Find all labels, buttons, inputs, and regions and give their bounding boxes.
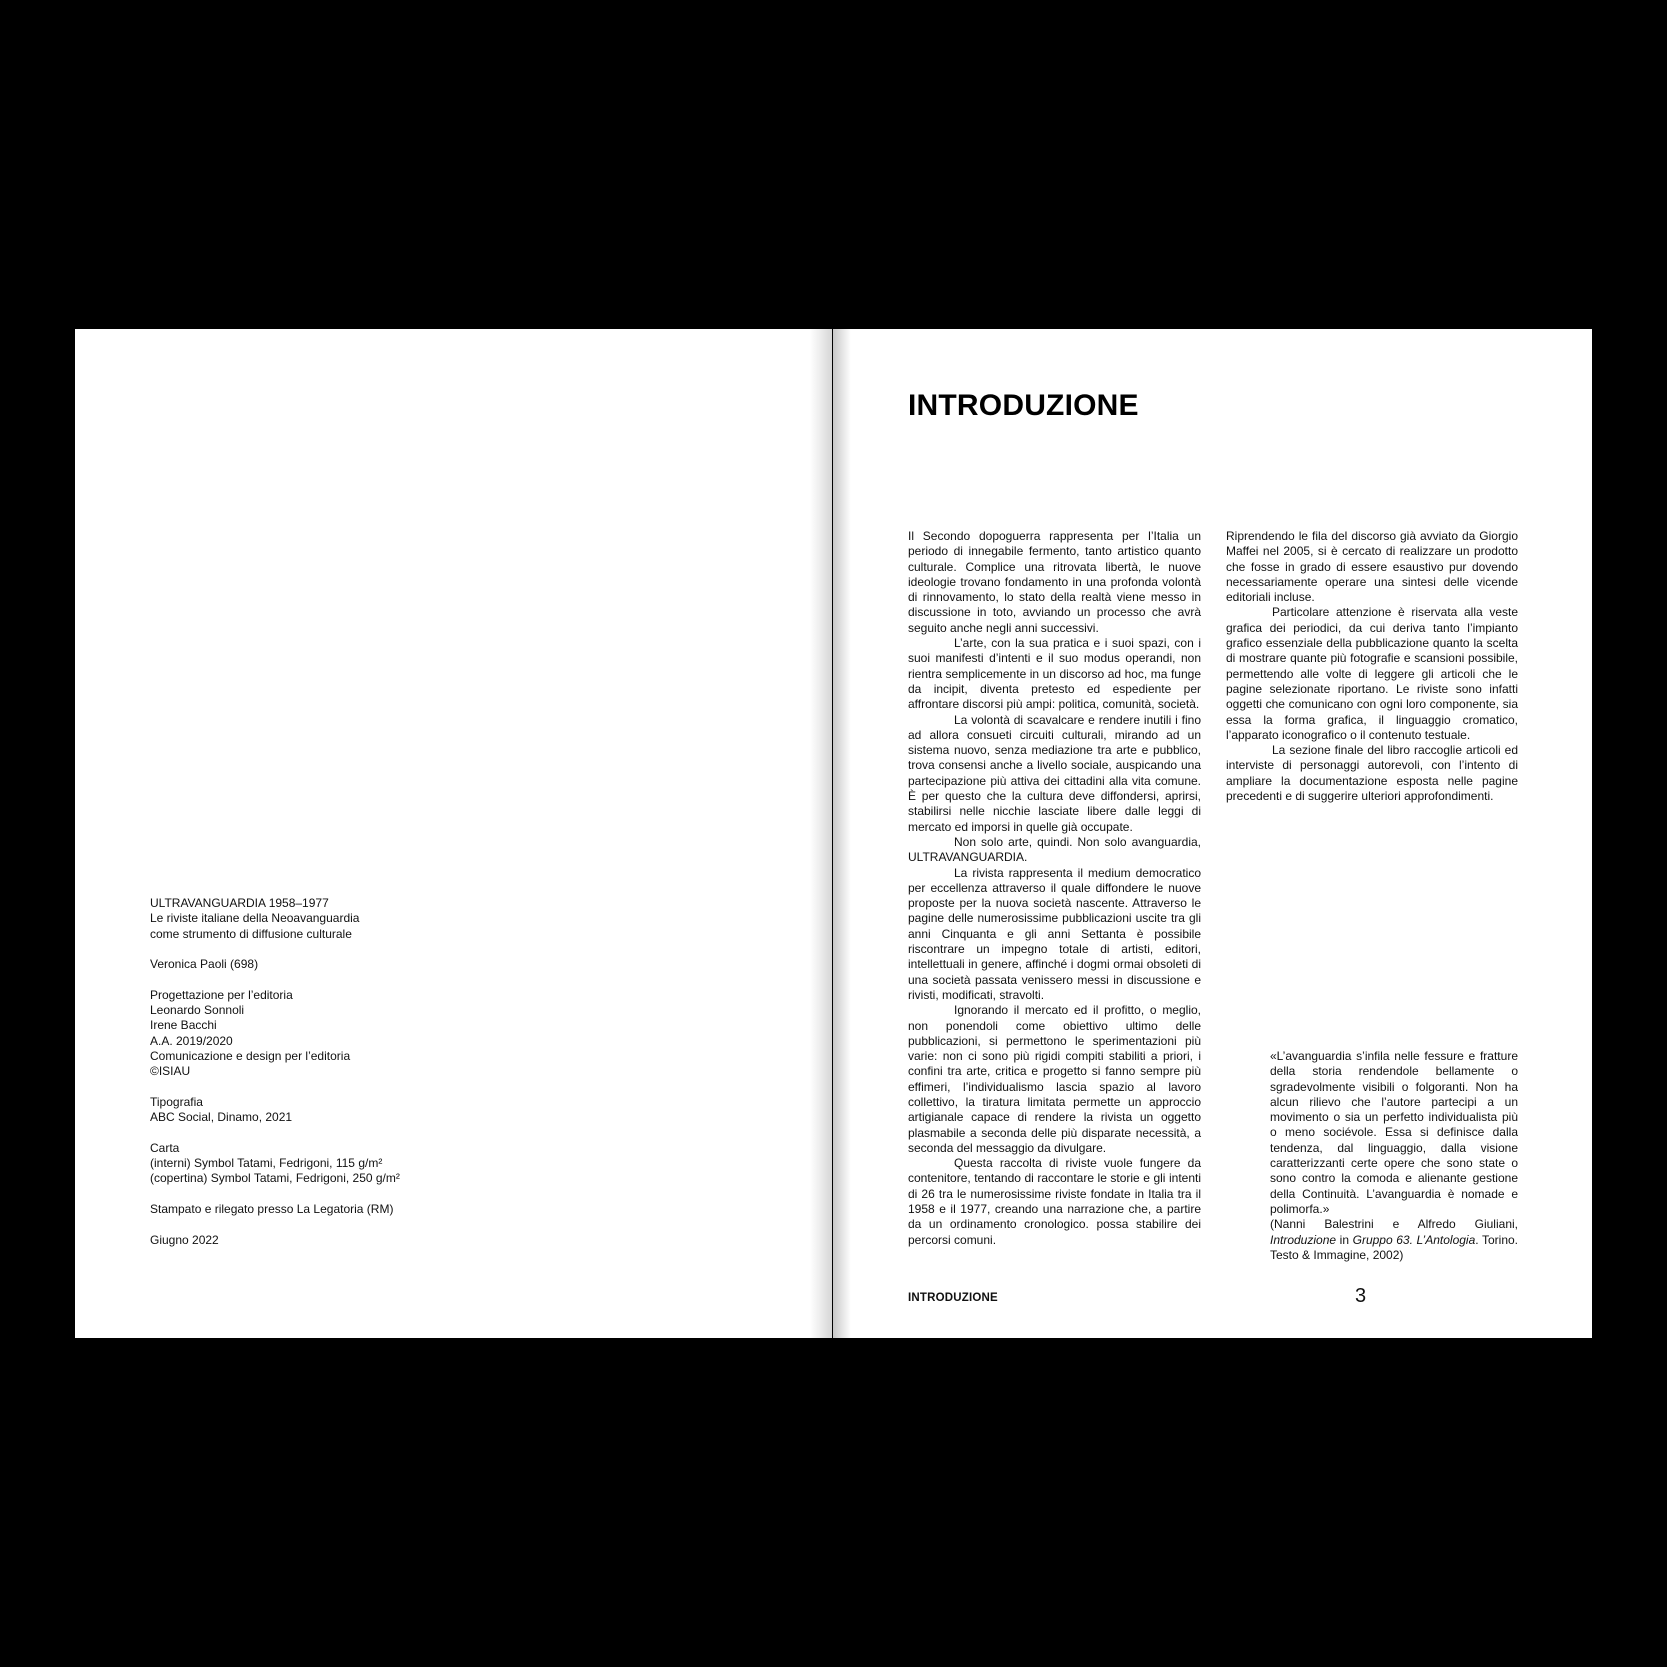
body-paragraph: Particolare attenzione è riservata alla veste grafica dei periodici, da cui deriva tanto l’impianto grafico essenziale della pubblicazione quanto la scelta di mostrare quante più fotografie e scansioni possibile, permettendo alle volte di leggere gli articoli che le pagine selezionate riportano. Le riviste sono infatti oggetti che comunicano con ogni loro componente, sia essa la forma grafica, il linguaggio cromatico, l’apparato iconografico o il contenuto testuale.	[1226, 605, 1518, 742]
body-paragraph: Non solo arte, quindi. Non solo avanguardia, ULTRAVANGUARDIA.	[908, 834, 1201, 865]
epigraph-quote	[1270, 1049, 1518, 1263]
colophon-line: come strumento di diffusione culturale	[150, 926, 352, 941]
citation-publisher: . Torino. Testo & Immagine, 2002)	[1270, 1232, 1519, 1262]
citation-authors: (Nanni Balestrini e Alfredo Giuliani,	[1270, 1217, 1518, 1232]
page-title: INTRODUZIONE	[908, 389, 1139, 422]
body-column-left	[908, 529, 1201, 1248]
colophon-line: Carta	[150, 1140, 180, 1155]
colophon-line: Giugno 2022	[150, 1232, 219, 1247]
page-number: 3	[1355, 1285, 1367, 1307]
book-spread	[75, 329, 1592, 1338]
body-paragraph: La sezione finale del libro raccoglie articoli ed interviste di personaggi autorevoli, con l’intento di ampliare la documentazione esposta nelle pagine precedenti e di suggerire ulteriori approfondimenti.	[1226, 743, 1518, 804]
gutter-shadow	[833, 329, 851, 1338]
colophon-gap	[150, 1125, 490, 1140]
colophon-gap	[150, 1080, 490, 1095]
body-paragraph: Ignorando il mercato ed il profitto, o meglio, non ponendoli come obiettivo ultimo delle pubblicazioni, si permettono le sperimentazioni più varie: non ci sono più rigidi compiti stabiliti a priori, i confini tra arte, critica e progetto si fanno sempre più effimeri, l’individualismo lascia spazio al lavoro collettivo, la tiratura limitata permette un approccio artigianale capace di rendere la rivista un oggetto plasmabile a seconda delle più disparate necessità, a seconda del messaggio da divulgare.	[908, 1003, 1201, 1155]
colophon-line: Veronica Paoli (698)	[150, 957, 259, 972]
colophon-line: Progettazione per l’editoria	[150, 987, 293, 1002]
colophon-line: ULTRAVANGUARDIA 1958–1977	[150, 896, 329, 910]
colophon-line: A.A. 2019/2020	[150, 1033, 233, 1048]
colophon-line: Leonardo Sonnoli	[150, 1003, 245, 1018]
left-page	[75, 329, 832, 1338]
colophon-gap	[150, 1187, 490, 1202]
colophon-line: Comunicazione e design per l’editoria	[150, 1048, 351, 1063]
colophon-line: (copertina) Symbol Tatami, Fedrigoni, 250 g/m²	[150, 1171, 400, 1186]
colophon-gap	[150, 942, 490, 957]
body-paragraph: L’arte, con la sua pratica e i suoi spazi, con i suoi manifesti d’intenti e il suo modus operandi, non rientra semplicemente in un discorso ad hoc, ma funge da incipit, diventa pretesto ed espediente per affrontare discorsi più ampi: politica, comunità, società.	[908, 636, 1201, 712]
right-page	[833, 329, 1592, 1338]
body-paragraph: Questa raccolta di riviste vuole fungere da contenitore, tentando di raccontare le storie e gli intenti di 26 tra le numerosissime riviste fondate in Italia tra il 1958 e il 1977, creando una narrazione che, a partire da un ordinamento cronologico. possa stabilire dei percorsi comuni.	[908, 1156, 1201, 1247]
quote-citation	[1270, 1217, 1518, 1263]
body-paragraph: La volontà di scavalcare e rendere inutili i fino ad allora consueti circuiti culturali, mirando ad un sistema nuovo, senza mediazione tra arte e pubblico, trova consensi anche a livello sociale, auspicando una partecipazione più attiva dei cittadini alla vita comune. È per questo che la cultura deve diffondersi, aprirsi, stabilirsi nelle nicchie lasciate libere dalle leggi di mercato ed imporsi in quelle già occupate.	[908, 712, 1201, 834]
colophon-line: ©ISIAU	[150, 1064, 191, 1079]
citation-title: Introduzione	[1270, 1232, 1337, 1247]
colophon-line: ABC Social, Dinamo, 2021	[150, 1110, 293, 1125]
colophon-gap	[150, 972, 490, 987]
colophon-line: Irene Bacchi	[150, 1018, 217, 1033]
colophon-line: Le riviste italiane della Neoavanguardia	[150, 911, 360, 926]
body-paragraph: Il Secondo dopoguerra rappresenta per l’Italia un periodo di innegabile fermento, tanto artistico quanto culturale. Complice una ritrovata libertà, le nuove ideologie trovano fondamento in una profonda volontà di rinnovamento, lo stato della realtà viene messo in discussione in toto, avviando un processo che avrà seguito anche negli anni successivi.	[908, 529, 1201, 635]
body-paragraph: La rivista rappresenta il medium democratico per eccellenza attraverso il quale diffondere le nuove proposte per la nuova società nascente. Attraverso le pagine delle numerosissime pubblicazioni uscite tra gli anni Cinquanta e gli anni Settanta è possibile riscontrare un impegno totale di artisti, editori, intellettuali in genere, affinché i dogmi ormai obsoleti di una società passata venissero messi in discussione e rivisti, modificati, stravolti.	[908, 865, 1201, 1002]
citation-connector: in	[1336, 1232, 1353, 1247]
body-column-right	[1226, 529, 1518, 804]
colophon-line: Tipografia	[150, 1094, 203, 1109]
body-paragraph: Riprendendo le fila del discorso già avviato da Giorgio Maffei nel 2005, si è cercato di realizzare un prodotto che fosse in grado di essere esaustivo pur dovendo necessariamente operare una sintesi delle vicende editoriali incluse.	[1226, 529, 1518, 605]
gutter-shadow	[810, 329, 832, 1338]
colophon-line: Stampato e rilegato presso La Legatoria (RM)	[150, 1201, 394, 1216]
colophon-line: (interni) Symbol Tatami, Fedrigoni, 115 g/m²	[150, 1156, 383, 1171]
colophon	[150, 896, 490, 1248]
colophon-gap	[150, 1217, 490, 1232]
running-footer: INTRODUZIONE	[908, 1292, 998, 1304]
citation-book-title: Gruppo 63. L’Antologia	[1352, 1232, 1476, 1247]
quote-text: «L’avanguardia s’infila nelle fessure e fratture della storia rendendole bellamente o sgradevolmente visibili o folgoranti. Non ha alcun rilievo che l’autore partecipi a un movimento o sia un perfetto individualista più o meno sociévole. Essa si definisce dalla tendenza, dal linguaggio, dalla visione caratterizzanti certe opere che sono state o sono contro la comoda e alienante gestione della Continuità. L’avanguardia è nomade e polimorfa.»	[1270, 1049, 1518, 1216]
